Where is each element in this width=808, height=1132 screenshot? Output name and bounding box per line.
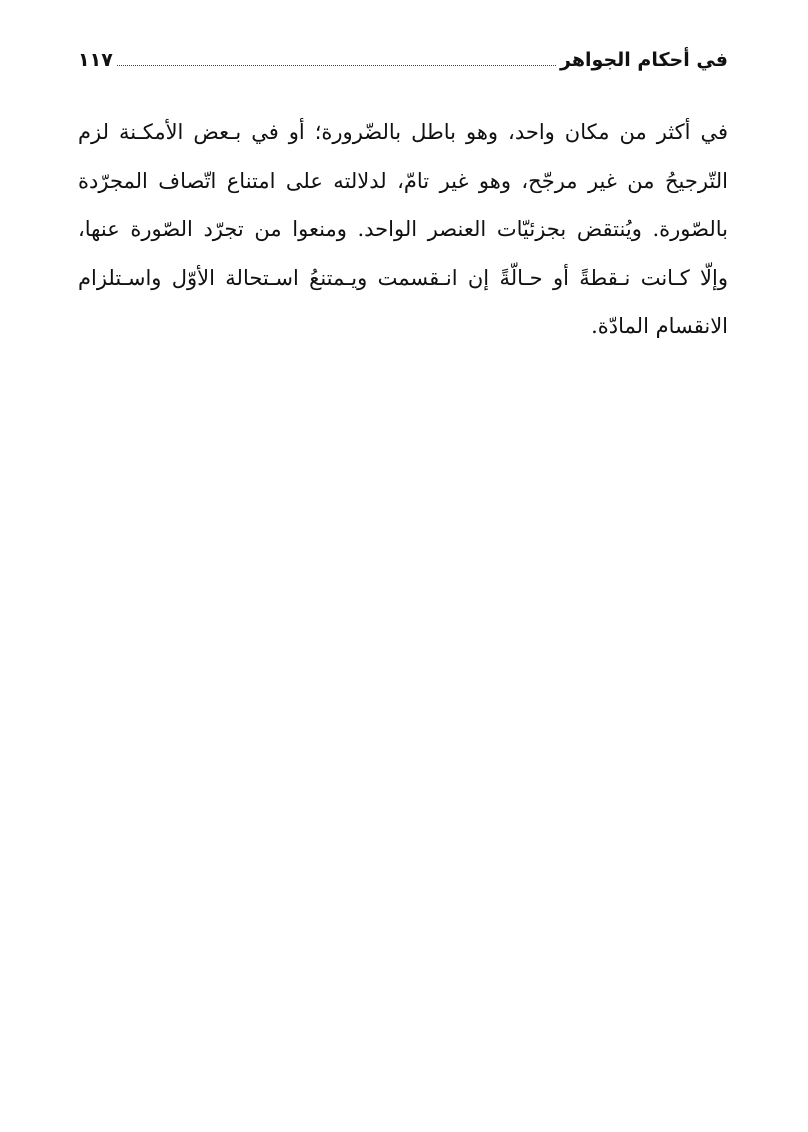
text-line: وإلّا كـانت نـقطةً أو حـالّةً إن انـقسمت ويـمتنعُ اسـتحالة الأوّل واسـتلزام bbox=[78, 265, 728, 290]
page-number: ١١٧ bbox=[78, 49, 113, 71]
text-line: الانقسام المادّة. bbox=[591, 314, 728, 338]
text-line: في أكثر من مكان واحد، وهو باطل بالضّرورة؛ أو في بـعض الأمكـنة لزم bbox=[78, 120, 728, 144]
running-title: في أحكام الجواهر bbox=[560, 49, 728, 71]
text-line: بالصّورة. ويُنتقض بجزئيّات العنصر الواحد. ومنعوا من تجرّد الصّورة عنها، bbox=[78, 217, 728, 241]
page-header bbox=[78, 40, 728, 70]
text-line: التّرجيحُ من غير مرجّح، وهو غير تامّ، لدلالته على امتناع اتّصاف المجرّدة bbox=[78, 168, 728, 193]
body-paragraph bbox=[78, 108, 728, 351]
dotted-leader bbox=[117, 65, 556, 66]
